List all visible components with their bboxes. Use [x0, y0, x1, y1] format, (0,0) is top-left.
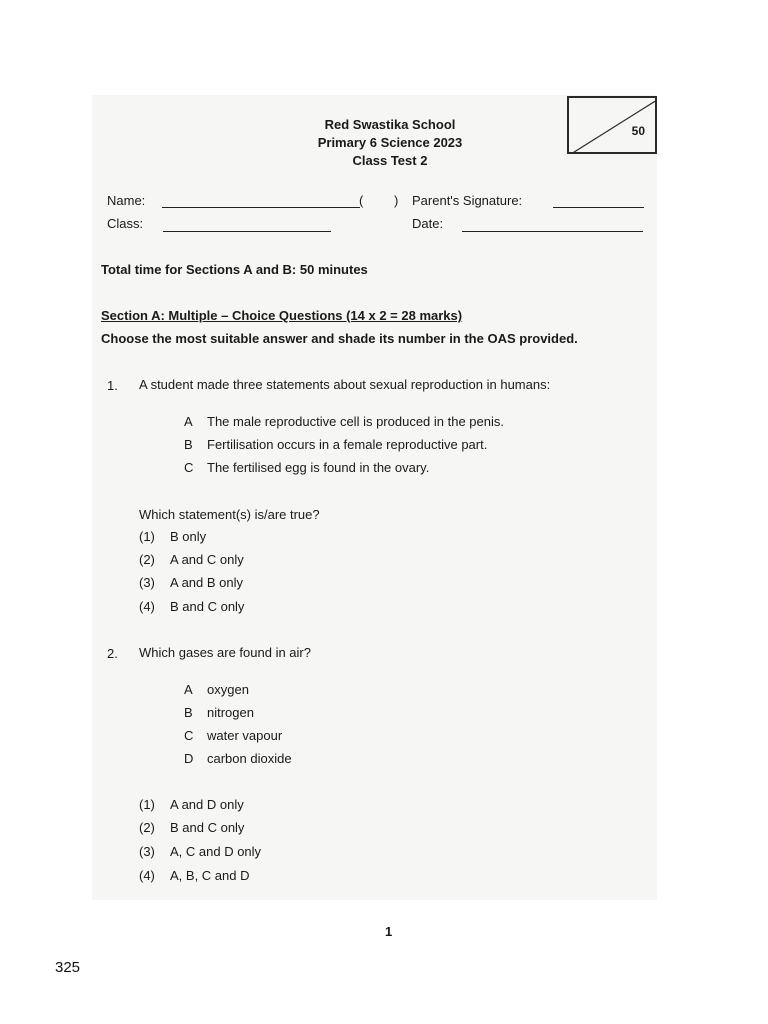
name-line[interactable]	[162, 207, 360, 208]
signature-line[interactable]	[553, 207, 644, 208]
index-paren-open: (	[359, 193, 364, 208]
statement-text: The male reproductive cell is produced in the penis.	[207, 414, 504, 429]
date-label: Date:	[412, 216, 444, 231]
name-label: Name:	[107, 193, 146, 208]
question-text: Which gases are found in air?	[139, 645, 311, 660]
option-number[interactable]: (4)	[139, 599, 155, 614]
statement-letter: B	[184, 437, 193, 452]
date-line[interactable]	[462, 231, 643, 232]
statement-text: oxygen	[207, 682, 249, 697]
question-prompt: Which statement(s) is/are true?	[139, 507, 320, 522]
option-text: A and C only	[170, 552, 244, 567]
question-text: A student made three statements about sexual reproduction in humans:	[139, 377, 551, 392]
option-number[interactable]: (3)	[139, 844, 155, 859]
school-name: Red Swastika School	[324, 117, 456, 132]
option-text: A, C and D only	[170, 844, 262, 859]
total-time: Total time for Sections A and B: 50 minutes	[101, 262, 368, 277]
page-counter: 325	[55, 959, 81, 976]
total-score: 50	[631, 124, 645, 138]
score-box	[567, 96, 657, 154]
class-line[interactable]	[163, 231, 331, 232]
statement-letter: C	[184, 728, 194, 743]
question-number: 1.	[107, 378, 118, 393]
option-text: B and C only	[170, 820, 245, 835]
option-number[interactable]: (2)	[139, 552, 155, 567]
statement-text: The fertilised egg is found in the ovary.	[207, 460, 430, 475]
option-text: B and C only	[170, 599, 245, 614]
class-test-title: Class Test 2	[352, 153, 428, 168]
statement-letter: A	[184, 414, 193, 429]
test-title: Primary 6 Science 2023	[317, 135, 463, 150]
page-number: 1	[385, 924, 393, 939]
option-text: A and D only	[170, 797, 244, 812]
question-number: 2.	[107, 646, 118, 661]
option-text: A and B only	[170, 575, 243, 590]
statement-letter: B	[184, 705, 193, 720]
option-number[interactable]: (1)	[139, 797, 155, 812]
index-paren-close: )	[394, 193, 399, 208]
statement-letter: D	[184, 751, 194, 766]
class-label: Class:	[107, 216, 144, 231]
statement-text: nitrogen	[207, 705, 254, 720]
option-number[interactable]: (1)	[139, 529, 155, 544]
statement-text: carbon dioxide	[207, 751, 292, 766]
statement-letter: C	[184, 460, 194, 475]
option-number[interactable]: (2)	[139, 820, 155, 835]
option-text: B only	[170, 529, 207, 544]
option-text: A, B, C and D	[170, 868, 250, 883]
signature-label: Parent's Signature:	[412, 193, 523, 208]
test-paper	[92, 95, 657, 900]
option-number[interactable]: (3)	[139, 575, 155, 590]
statement-text: water vapour	[207, 728, 283, 743]
option-number[interactable]: (4)	[139, 868, 155, 883]
statement-letter: A	[184, 682, 193, 697]
choose-instruction: Choose the most suitable answer and shade its number in the OAS provided.	[101, 331, 578, 346]
statement-text: Fertilisation occurs in a female reproductive part.	[207, 437, 488, 452]
section-title: Section A: Multiple – Choice Questions (14 x 2 = 28 marks)	[101, 308, 463, 323]
